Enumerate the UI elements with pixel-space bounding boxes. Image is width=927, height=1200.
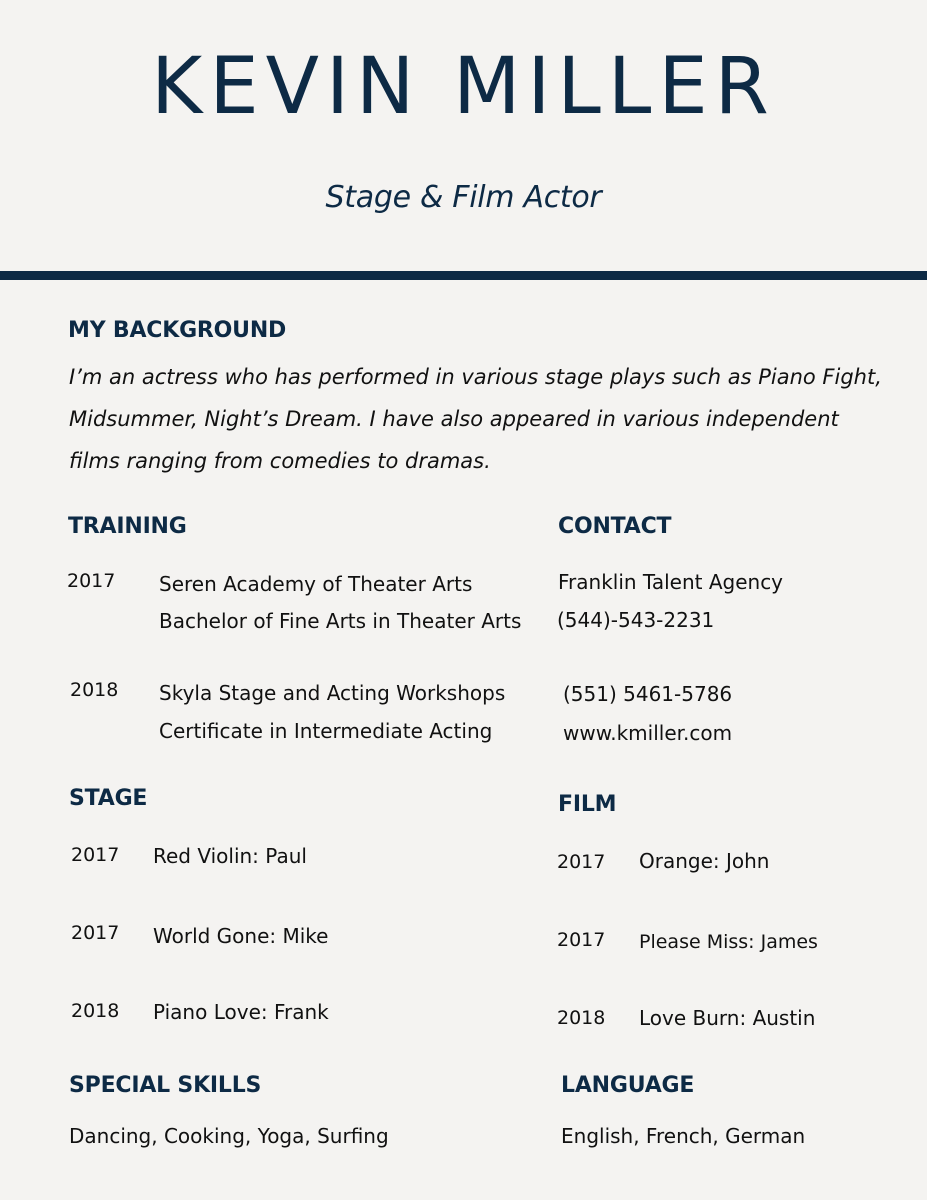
skills-heading: SPECIAL SKILLS	[69, 1073, 262, 1098]
stage-role: Piano Love: Frank	[153, 1000, 329, 1024]
resume-name: KEVIN MILLER	[151, 42, 776, 132]
background-text: I’m an actress who has performed in various stage plays such as Piano Fight, Midsummer, Night’s Dream. I have also appeared in various independent films ranging from comedies to dramas.	[69, 365, 882, 473]
stage-heading: STAGE	[69, 786, 148, 811]
language-text: English, French, German	[561, 1124, 806, 1148]
stage-year: 2017	[71, 922, 120, 944]
stage-year: 2018	[71, 1000, 120, 1022]
contact-heading: CONTACT	[558, 514, 672, 539]
training-heading: TRAINING	[68, 514, 187, 539]
background-heading: MY BACKGROUND	[68, 318, 287, 343]
contact-website: www.kmiller.com	[563, 721, 733, 745]
stage-role: Red Violin: Paul	[153, 844, 307, 868]
film-year: 2017	[557, 851, 606, 873]
training-school: Seren Academy of Theater Arts	[159, 572, 473, 596]
training-degree: Certificate in Intermediate Acting	[159, 719, 493, 743]
contact-agency-phone: (544)-543-2231	[557, 608, 715, 632]
film-role: Orange: John	[639, 849, 770, 873]
stage-role: World Gone: Mike	[153, 924, 329, 948]
film-year: 2018	[557, 1007, 606, 1029]
stage-year: 2017	[71, 844, 120, 866]
film-heading: FILM	[558, 792, 617, 817]
skills-text: Dancing, Cooking, Yoga, Surfing	[69, 1124, 389, 1148]
training-year: 2018	[70, 679, 119, 701]
training-degree: Bachelor of Fine Arts in Theater Arts	[159, 609, 522, 633]
training-year: 2017	[67, 570, 116, 592]
header-divider	[0, 271, 927, 280]
contact-agency: Franklin Talent Agency	[558, 570, 784, 594]
training-school: Skyla Stage and Acting Workshops	[159, 681, 506, 705]
film-role: Love Burn: Austin	[639, 1006, 816, 1030]
film-role: Please Miss: James	[639, 931, 818, 953]
film-year: 2017	[557, 929, 606, 951]
contact-phone: (551) 5461-5786	[563, 682, 733, 706]
resume-title: Stage & Film Actor	[325, 180, 602, 215]
language-heading: LANGUAGE	[561, 1073, 695, 1098]
